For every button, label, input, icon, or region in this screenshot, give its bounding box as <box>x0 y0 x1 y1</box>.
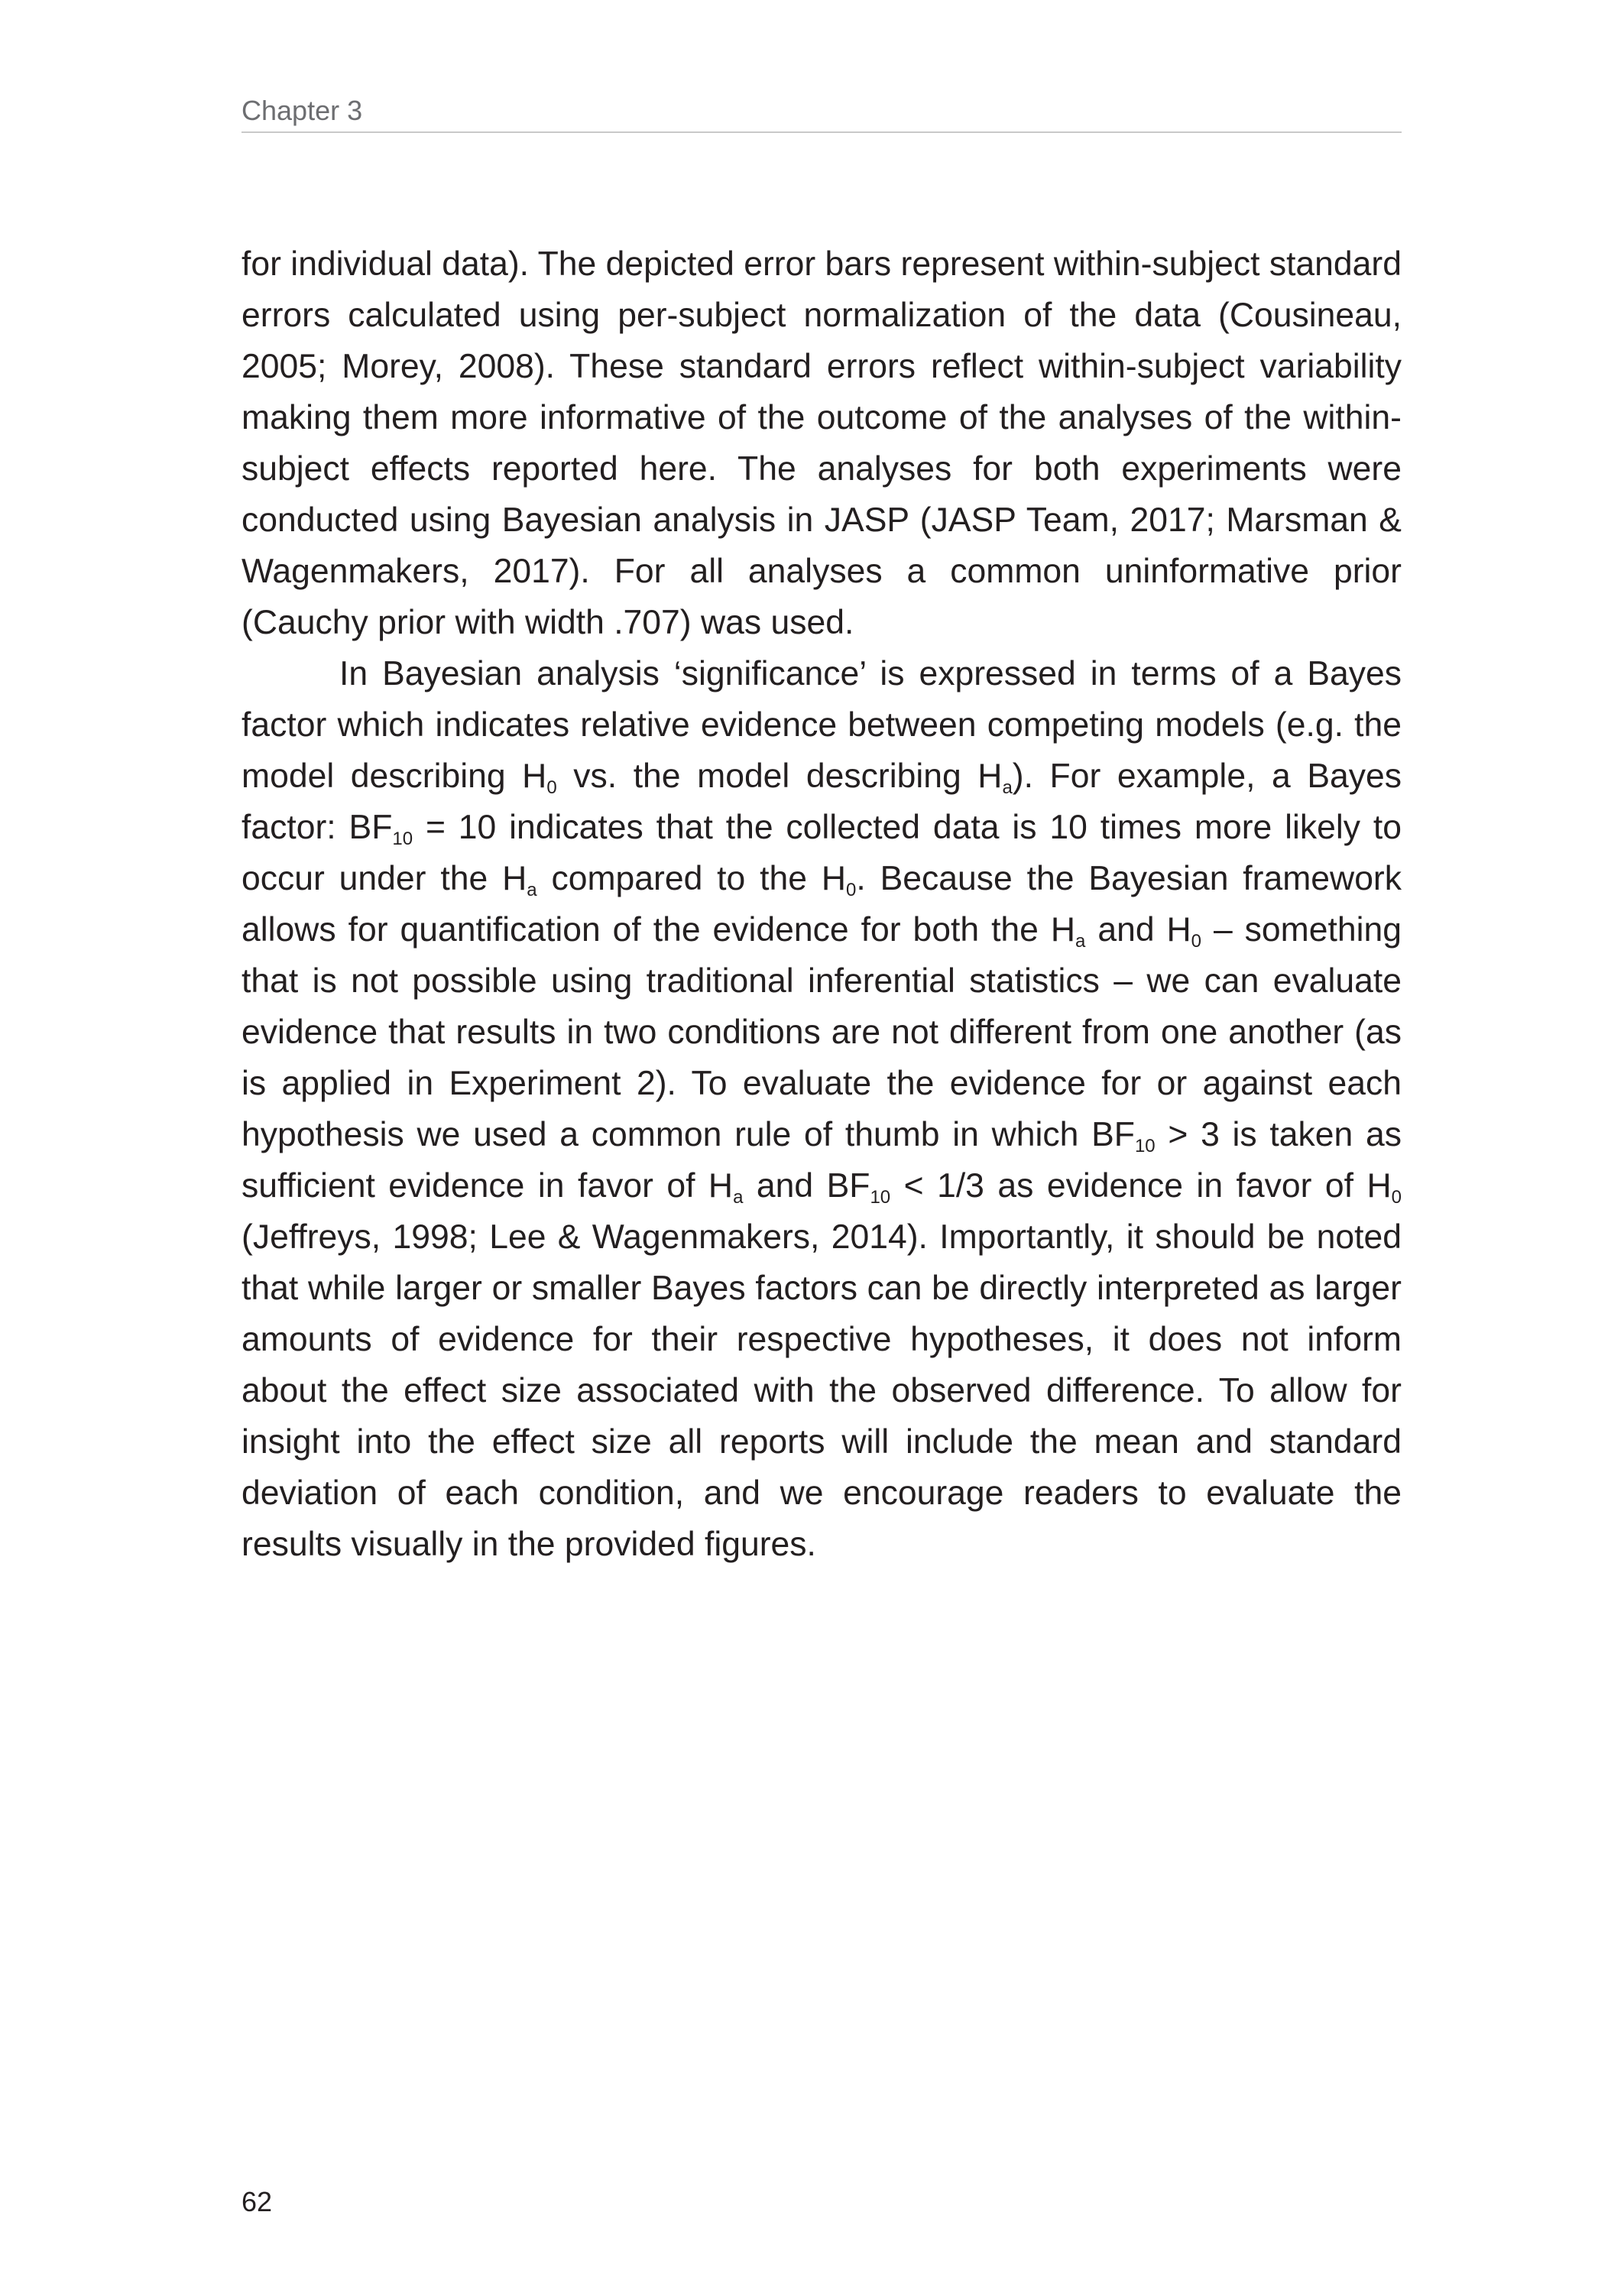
subscript-a: a <box>733 1187 744 1208</box>
p2-text-8: – something that is not possible using traditional inferential statistics – we can evaluate evidence that results in two conditions are not different from one another (as is applied in Experiment 2). To evaluate the evidence for or against each hypothesis we used a common rule of thumb in which BF <box>241 911 1402 1153</box>
running-header <box>241 90 1402 133</box>
p2-text-12: (Jeffreys, 1998; Lee & Wagenmakers, 2014). Importantly, it should be noted that while larger or smaller Bayes factors can be directly interpreted as larger amounts of evidence for their respective hypotheses, it does not inform about the effect size associated with the observed difference. To allow for insight into the effect size all reports will include the mean and standard deviation of each condition, and we encourage readers to evaluate the results visually in the provided figures. <box>241 1218 1402 1563</box>
subscript-0: 0 <box>1191 931 1202 952</box>
chapter-label: Chapter 3 <box>241 95 363 126</box>
subscript-0: 0 <box>546 777 557 798</box>
paragraph-1: for individual data). The depicted error bars represent within-subject standard errors calculated using per-subject normalization of the data (Cousineau, 2005; Morey, 2008). These standard errors reflect within-subject variability making them more informative of the outcome of the analyses of the within-subject effects reported here. The analyses for both experiments were conducted using Bayesian analysis in JASP (JASP Team, 2017; Marsman & Wagenmakers, 2017). For all analyses a common uninformative prior (Cauchy prior with width .707) was used. <box>241 245 1402 641</box>
p2-text-9: > 3 is taken as sufficient evidence in favor of H <box>241 1116 1402 1205</box>
page-number: 62 <box>241 2186 273 2217</box>
subscript-a: a <box>1002 777 1013 798</box>
subscript-a: a <box>527 880 537 900</box>
p2-text-5: compared to the H <box>536 860 847 897</box>
body-text <box>241 238 1402 1570</box>
subscript-a: a <box>1075 931 1086 952</box>
p2-text-6: . Because the Bayesian framework allows for quantification of the evidence for both the H <box>241 860 1402 949</box>
p2-text-11: < 1/3 as evidence in favor of H <box>890 1167 1392 1205</box>
subscript-10: 10 <box>870 1187 891 1208</box>
subscript-0: 0 <box>1391 1187 1402 1208</box>
p2-text-3: ). For example, a Bayes factor: BF <box>241 757 1402 846</box>
p2-text-4: = 10 indicates that the collected data is 10 times more likely to occur under the H <box>241 809 1402 897</box>
subscript-0: 0 <box>846 880 857 900</box>
subscript-10: 10 <box>392 829 413 849</box>
p2-text-7: and H <box>1085 911 1191 949</box>
subscript-10: 10 <box>1134 1136 1156 1156</box>
p2-text-1: In Bayesian analysis ‘significance’ is expressed in terms of a Bayes factor which indicates relative evidence between competing models (e.g. the model describing H <box>241 655 1402 795</box>
p2-text-2: vs. the model describing H <box>556 757 1003 795</box>
paragraph-2 <box>241 648 1402 1570</box>
p2-text-10: and BF <box>743 1167 870 1205</box>
